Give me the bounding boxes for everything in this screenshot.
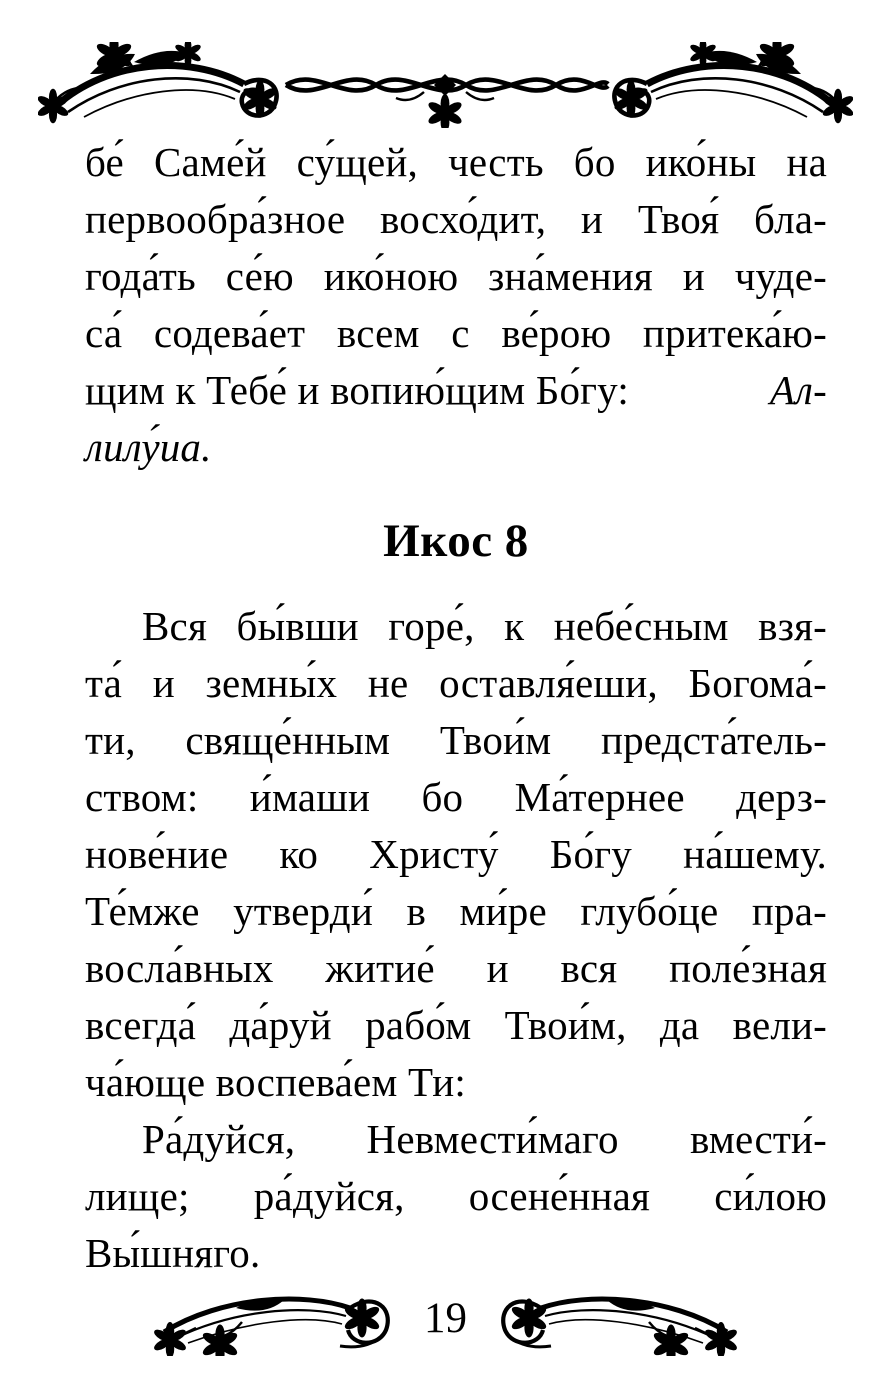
text-line: са́ содева́ет всем с ве́рою притека́ю-	[85, 310, 827, 356]
text-line-main: щим к Тебе́ и вопию́щим Бо́гу:	[85, 367, 629, 413]
text-line: лище; ра́дуйся, осене́нная си́лою	[85, 1173, 827, 1219]
text-line: та́ и земны́х не оставля́еши, Богома́-	[85, 660, 827, 706]
text-line: первообра́зное восхо́дит, и Твоя́ бла-	[85, 196, 827, 242]
text-line: Те́мже утверди́ в ми́ре глубо́це пра-	[85, 888, 827, 934]
text-line: ством: и́маши бо Ма́тернее дерз-	[85, 774, 827, 820]
paragraph-raduysya	[85, 1111, 827, 1282]
text-line: ча́юще воспева́ем Ти:	[85, 1059, 466, 1105]
text-line: восла́вных житие́ и вся поле́зная	[85, 945, 827, 991]
top-ornament	[38, 42, 853, 128]
text-line: Ра́дуйся, Невмести́маго вмести́-	[142, 1116, 827, 1162]
section-heading: Икос 8	[383, 515, 529, 567]
refrain-end: лилу́иа.	[85, 424, 212, 470]
floral-scroll-icon	[493, 1282, 741, 1356]
text-line	[85, 362, 827, 419]
refrain-start: Ал-	[769, 367, 827, 413]
text-line: Вся бы́вши горе́, к небе́сным взя-	[142, 603, 827, 649]
text-column	[85, 134, 827, 1282]
page-number: 19	[424, 1295, 467, 1342]
text-line: всегда́ да́руй рабо́м Твои́м, да вели-	[85, 1002, 827, 1048]
text-line: Вы́шняго.	[85, 1230, 261, 1276]
text-line: ти, свяще́нным Твои́м предста́тель-	[85, 717, 827, 763]
text-line: бе́ Саме́й су́щей, честь бо ико́ны на	[85, 139, 827, 185]
paragraph-kondak-continuation	[85, 134, 827, 476]
text-line: нове́ние ко Христу́ Бо́гу на́шему.	[85, 831, 827, 877]
floral-divider-icon	[38, 42, 853, 128]
paragraph-ikos-8	[85, 598, 827, 1111]
page-footer	[0, 1282, 891, 1356]
floral-scroll-icon	[150, 1282, 398, 1356]
text-line: года́ть се́ю ико́ною зна́мения и чуде-	[85, 253, 827, 299]
